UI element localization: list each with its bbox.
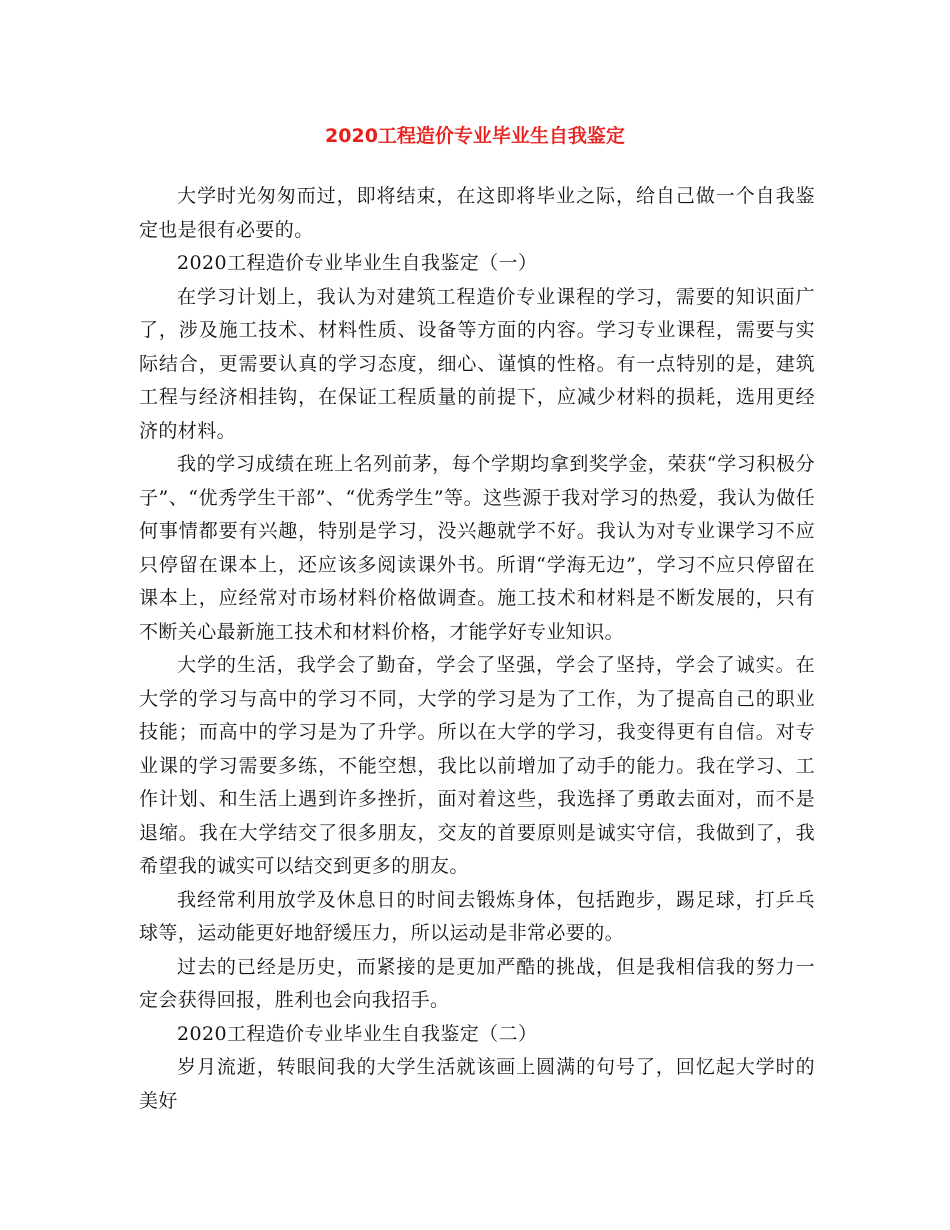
section-heading-one: 2020工程造价专业毕业生自我鉴定（一） xyxy=(177,252,538,274)
paragraph-years-pass: 岁月流逝，转眼间我的大学生活就该画上圆满的句号了，回忆起大学时的美好 xyxy=(139,1056,815,1112)
paragraph-academic-record: 我的学习成绩在班上名列前茅，每个学期均拿到奖学金，荣获“学习积极分子”、“优秀学生干部”、“优秀学生”等。这些源于我对学习的热爱，我认为做任何事情都要有兴趣，特别是学习，没兴趣就学不好。我认为对专业课学习不应只停留在课本上，还应该多阅读课外书。所谓“学海无边”，学习不应只停留在课本上，应经常对市场材料价格做调查。施工技术和材料是不断发展的，只有不断关心最新施工技术和材料价格，才能学好专业知识。 xyxy=(139,453,815,643)
paragraph-future: 过去的已经是历史，而紧接的是更加严酷的挑战，但是我相信我的努力一定会获得回报，胜利也会向我招手。 xyxy=(139,955,815,1011)
paragraph-intro: 大学时光匆匆而过，即将结束，在这即将毕业之际，给自己做一个自我鉴定也是很有必要的。 xyxy=(139,185,815,241)
paragraph-exercise: 我经常利用放学及休息日的时间去锻炼身体，包括跑步，踢足球，打乒乓球等，运动能更好地舒缓压力，所以运动是非常必要的。 xyxy=(139,888,815,944)
document-title: 2020工程造价专业毕业生自我鉴定 xyxy=(325,125,625,147)
paragraph-college-life: 大学的生活，我学会了勤奋，学会了坚强，学会了坚持，学会了诚实。在大学的学习与高中的学习不同，大学的学习是为了工作，为了提高自己的职业技能；而高中的学习是为了升学。所以在大学的学习，我变得更有自信。对专业课的学习需要多练，不能空想，我比以前增加了动手的能力。我在学习、工作计划、和生活上遇到许多挫折，面对着这些，我选择了勇敢去面对，而不是退缩。我在大学结交了很多朋友，交友的首要原则是诚实守信，我做到了，我希望我的诚实可以结交到更多的朋友。 xyxy=(139,654,815,877)
section-heading-two: 2020工程造价专业毕业生自我鉴定（二） xyxy=(177,1022,538,1045)
paragraph-study-plan: 在学习计划上，我认为对建筑工程造价专业课程的学习，需要的知识面广了，涉及施工技术、材料性质、设备等方面的内容。学习专业课程，需要与实际结合，更需要认真的学习态度，细心、谨慎的性格。有一点特别的是，建筑工程与经济相挂钩，在保证工程质量的前提下，应减少材料的损耗，选用更经济的材料。 xyxy=(139,285,815,442)
document-body xyxy=(139,180,815,1118)
